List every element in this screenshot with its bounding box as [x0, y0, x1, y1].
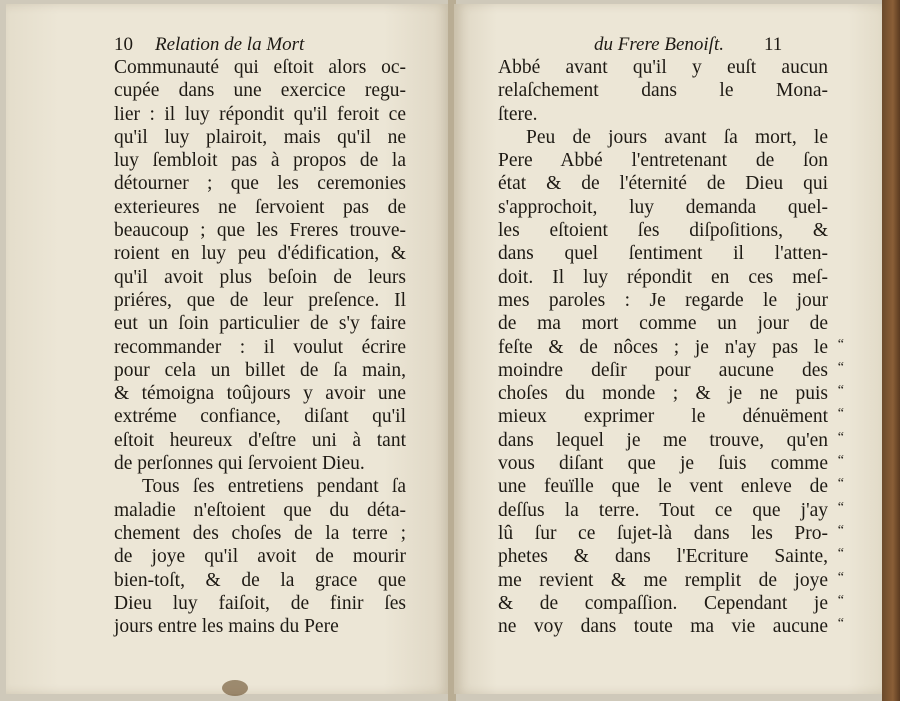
text-line: les eſtoient ſes diſpoſitions, & — [498, 220, 828, 242]
text-line: détourner ; que les ceremonies — [114, 173, 406, 195]
text-line: Communauté qui eſtoit alors oc- — [114, 57, 406, 78]
text-line: état & de l'éternité de Dieu qui — [498, 173, 828, 195]
quote-mark: “ — [837, 522, 844, 538]
text-line: bien-toſt, & de la grace que — [114, 569, 406, 591]
text-line: mieux exprimer le dénuëment “ — [498, 405, 828, 428]
text-line: Tous ſes entretiens pendant ſa — [142, 476, 406, 498]
quote-mark: “ — [837, 359, 844, 375]
text-line: phetes & dans l'Ecriture Sainte, “ — [498, 545, 828, 568]
text-line: cupée dans une exercice regu- — [114, 80, 406, 102]
text-line: de joye qu'il avoit de mourir — [114, 546, 406, 568]
paper-stain — [222, 680, 248, 696]
quote-mark: “ — [837, 499, 844, 515]
text-line: deſſus la terre. Tout ce que j'ay “ — [498, 499, 828, 522]
quote-mark: “ — [837, 429, 844, 445]
text-line: une feuïlle que le vent enleve de “ — [498, 475, 828, 498]
text-line: recommander : il voulut écrire — [114, 336, 406, 358]
text-line: Abbé avant qu'il y euſt aucun — [498, 57, 828, 78]
quote-mark: “ — [837, 383, 844, 399]
right-running-title: du Frere Benoiſt. — [594, 34, 724, 55]
text-line: extréme confiance, diſant qu'il — [114, 406, 406, 428]
text-line: choſes du monde ; & je ne puis “ — [498, 382, 828, 405]
text-line: priéres, que de leur preſence. Il — [114, 289, 406, 311]
text-line: feſte & de nôces ; je n'ay pas le “ — [498, 336, 828, 359]
text-line: qu'il avoit plus beſoin de leurs — [114, 266, 406, 288]
text-line: maladie n'eſtoient que du déta- — [114, 499, 406, 521]
left-page-number: 10 — [114, 34, 133, 55]
text-line: ne voy dans toute ma vie aucune “ — [498, 615, 828, 638]
text-line: vous diſant que je ſuis comme “ — [498, 452, 828, 475]
text-line: ſtere. — [498, 103, 538, 125]
quote-mark: “ — [837, 569, 844, 585]
text-line: dans quel ſentiment il l'atten- — [498, 243, 828, 265]
left-page-text — [114, 56, 406, 638]
text-line: eut un ſoin particulier de s'y faire — [114, 313, 406, 335]
quote-mark: “ — [837, 476, 844, 492]
text-line: pour cela un billet de ſa main, — [114, 359, 406, 381]
right-page-text — [498, 56, 844, 638]
right-page — [454, 4, 882, 694]
text-line: doit. Il luy répondit en ces meſ- — [498, 266, 828, 288]
quote-mark: “ — [837, 453, 844, 469]
text-line: roient en luy peu d'édification, & — [114, 243, 406, 265]
text-line: moindre deſir pour aucune des “ — [498, 359, 828, 382]
quote-mark: “ — [837, 616, 844, 632]
text-line: Dieu luy faiſoit, de finir ſes — [114, 592, 406, 614]
text-line: & de compaſſion. Cependant je “ — [498, 592, 828, 615]
text-line: qu'il luy plairoit, mais qu'il ne — [114, 126, 406, 148]
right-running-head — [594, 34, 782, 56]
right-page-number: 11 — [763, 34, 783, 55]
text-line: Peu de jours avant ſa mort, le — [526, 126, 828, 148]
text-line: me revient & me remplit de joye “ — [498, 569, 828, 592]
text-line: eſtoit heureux d'eſtre uni à tant — [114, 429, 406, 451]
text-line: dans lequel je me trouve, qu'en “ — [498, 429, 828, 452]
text-line: jours entre les mains du Pere — [114, 616, 339, 638]
quote-mark: “ — [837, 336, 844, 352]
text-line: de perſonnes qui ſervoient Dieu. — [114, 453, 365, 475]
text-line: s'approchoit, luy demanda quel- — [498, 196, 828, 218]
book-cover-edge — [882, 0, 900, 701]
text-line: exterieures ne ſervoient pas de — [114, 196, 406, 218]
left-running-head — [114, 34, 304, 56]
text-line: lû ſur ce ſujet-là dans les Pro- “ — [498, 522, 828, 545]
text-line: Pere Abbé l'entretenant de ſon — [498, 150, 828, 172]
text-line: & témoigna toûjours y avoir une — [114, 383, 406, 405]
text-line: lier : il luy répondit qu'il feroit ce — [114, 103, 406, 125]
text-line: beaucoup ; que les Freres trouve- — [114, 220, 406, 242]
text-line: chement des choſes de la terre ; — [114, 522, 406, 544]
text-line: relaſchement dans le Mona- — [498, 80, 828, 102]
text-line: mes paroles : Je regarde le jour — [498, 289, 828, 311]
text-line: de ma mort comme un jour de — [498, 313, 828, 335]
quote-mark: “ — [837, 592, 844, 608]
left-running-title: Relation de la Mort — [155, 34, 305, 55]
quote-mark: “ — [837, 546, 844, 562]
left-page — [6, 4, 450, 694]
text-line: luy ſembloit pas à propos de la — [114, 150, 406, 172]
quote-mark: “ — [837, 406, 844, 422]
